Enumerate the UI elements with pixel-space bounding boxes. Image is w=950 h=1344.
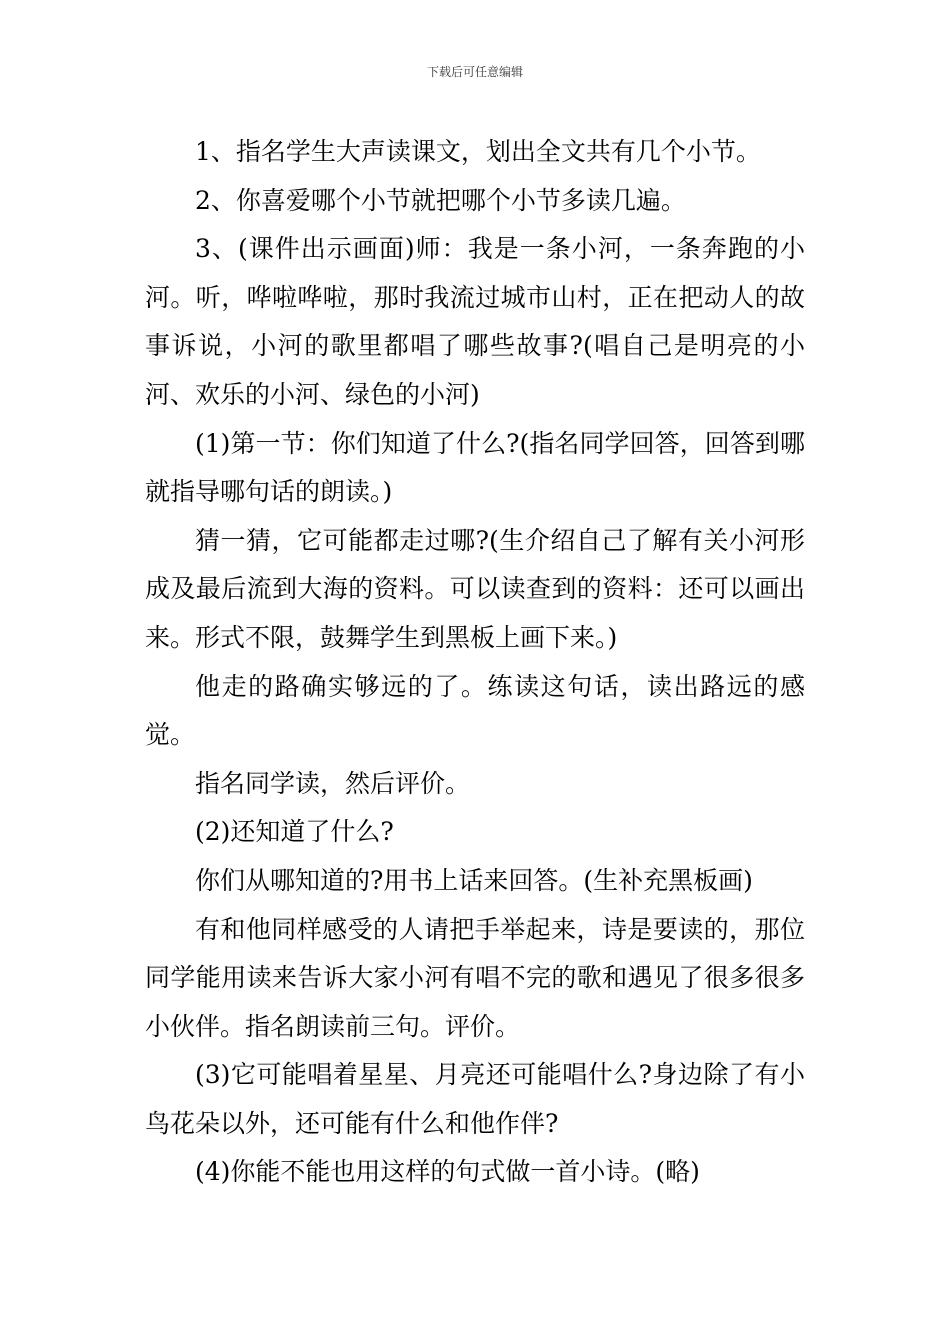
paragraph-answer-from-book: 你们从哪知道的?用书上话来回答。(生补充黑板画) <box>195 865 753 895</box>
paragraph-practice-reading: 他走的路确实够远的了。练读这句话，读出路远的感觉。 <box>145 671 805 750</box>
paragraph-step-2: 2、你喜爱哪个小节就把哪个小节多读几遍。 <box>195 185 686 215</box>
paragraph-section-1: (1)第一节：你们知道了什么?(指名同学回答，回答到哪就指导哪句话的朗读。) <box>145 428 805 507</box>
document-body <box>145 128 805 1197</box>
paragraph-raise-hands: 有和他同样感受的人请把手举起来，诗是要读的，那位同学能用读来告诉大家小河有唱不完的歌和遇见了很多很多小伙伴。指名朗读前三句。评价。 <box>145 914 805 1041</box>
paragraph-section-2: (2)还知道了什么? <box>195 817 394 847</box>
paragraph-step-1: 1、指名学生大声读课文，划出全文共有几个小节。 <box>195 137 761 166</box>
paragraph-guess: 猜一猜，它可能都走过哪?(生介绍自己了解有关小河形成及最后流到大海的资料。可以读查到的资料：还可以画出来。形式不限，鼓舞学生到黑板上画下来。) <box>145 525 805 652</box>
paragraph-section-4: (4)你能不能也用这样的句式做一首小诗。(略) <box>195 1157 700 1187</box>
paragraph-section-3: (3)它可能唱着星星、月亮还可能唱什么?身边除了有小鸟花朵以外，还可能有什么和他作伴? <box>145 1060 805 1138</box>
paragraph-evaluate: 指名同学读，然后评价。 <box>195 768 471 798</box>
paragraph-step-3: 3、(课件出示画面)师：我是一条小河，一条奔跑的小河。听，哗啦哗啦，那时我流过城市山村，正在把动人的故事诉说，小河的歌里都唱了哪些故事?(唱自己是明亮的小河、欢乐的小河、绿色的小河) <box>145 234 805 409</box>
page-header: 下载后可任意编辑 <box>426 65 523 79</box>
